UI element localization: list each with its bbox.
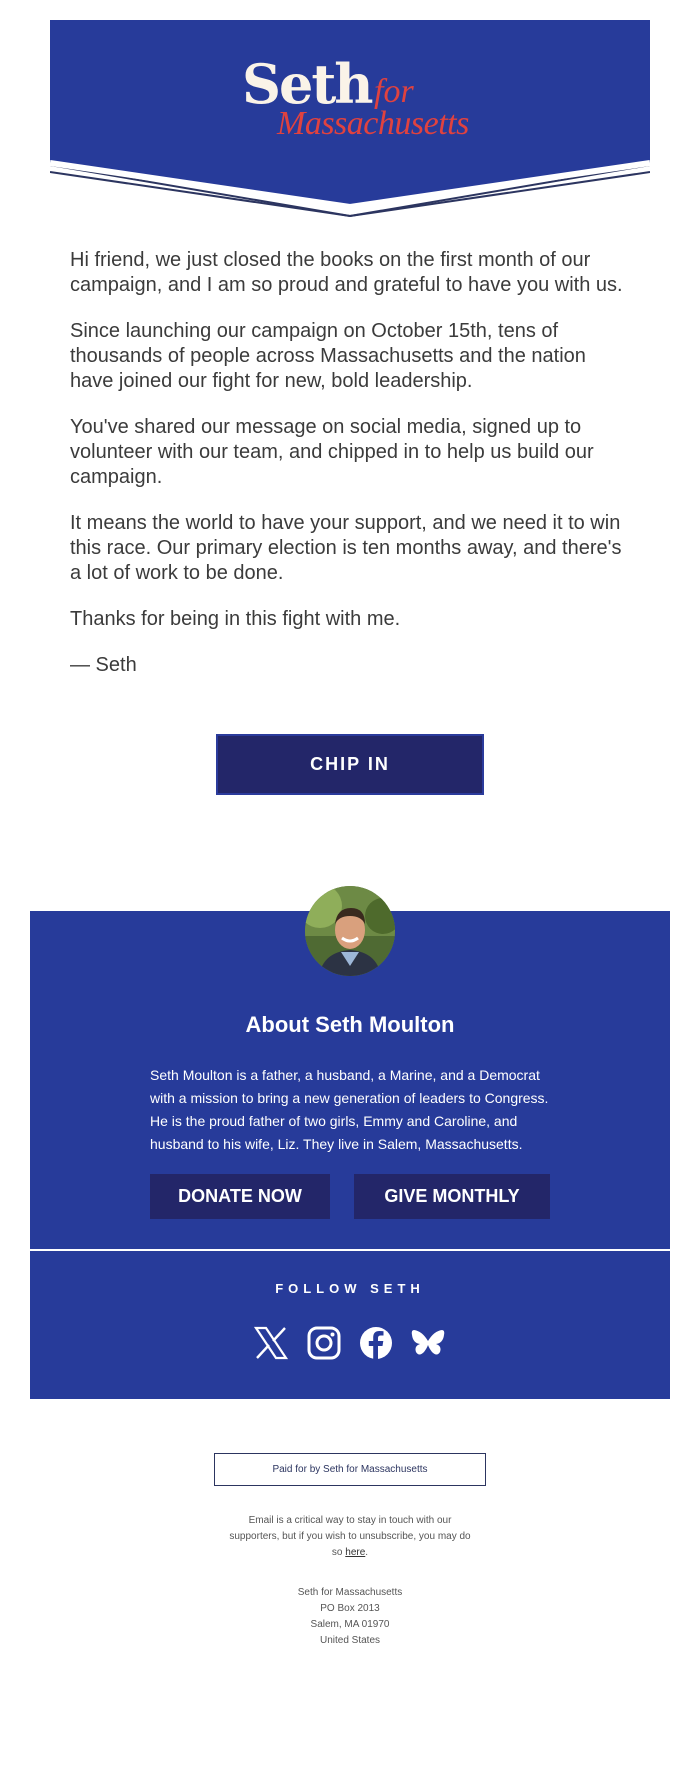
letter-paragraph: Since launching our campaign on October 15th, tens of thousands of people across Massachusetts and the nation have joined our fight for new, bold leadership. xyxy=(70,320,586,392)
about-title: About Seth Moulton xyxy=(245,1012,455,1037)
letter-paragraph: It means the world to have your support, and we need it to win this race. Our primary election is ten months away, and there's a lot of work to be done. xyxy=(70,512,622,584)
follow-title: FOLLOW SETH xyxy=(275,1281,425,1296)
instagram-icon[interactable] xyxy=(306,1325,342,1361)
give-monthly-button[interactable]: GIVE MONTHLY xyxy=(354,1174,550,1219)
logo-for-text: for xyxy=(374,73,414,110)
unsubscribe-text: Email is a critical way to stay in touch with our supporters, but if you wish to unsubscribe, you may do so xyxy=(229,1515,471,1558)
logo-massachusetts-text: Massachusetts xyxy=(277,105,469,142)
chip-in-button[interactable]: CHIP IN xyxy=(216,734,484,795)
header-banner xyxy=(50,20,650,220)
campaign-logo xyxy=(50,52,650,142)
letter-body xyxy=(70,248,630,699)
about-text: Seth Moulton is a father, a husband, a Marine, and a Democrat with a mission to bring a new generation of leaders to Congress. He is the proud father of two girls, Emmy and Caroline, and husband to his wife, Liz. They live in Salem, Massachusetts. xyxy=(150,1067,549,1152)
letter-signature: — Seth xyxy=(70,654,137,676)
address-line: Salem, MA 01970 xyxy=(310,1619,390,1630)
bluesky-icon[interactable] xyxy=(410,1325,446,1361)
avatar xyxy=(305,886,395,976)
x-icon[interactable] xyxy=(253,1325,289,1361)
unsubscribe-end: . xyxy=(365,1547,369,1558)
unsubscribe-link[interactable]: here xyxy=(345,1547,366,1558)
donate-now-button[interactable]: DONATE NOW xyxy=(150,1174,330,1219)
portrait-photo-icon xyxy=(305,886,395,976)
unsubscribe-notice xyxy=(225,1513,475,1561)
logo-seth-text: Seth xyxy=(242,52,372,116)
letter-paragraph: Thanks for being in this fight with me. xyxy=(70,608,401,630)
letter-paragraph: Hi friend, we just closed the books on the first month of our campaign, and I am so proud and grateful to have you with us. xyxy=(70,249,623,296)
mailing-address xyxy=(200,1585,500,1649)
address-line: United States xyxy=(319,1635,381,1646)
letter-paragraph: You've shared our message on social media, signed up to volunteer with our team, and chipped in to help us build our campaign. xyxy=(70,416,594,488)
address-line: Seth for Massachusetts xyxy=(297,1587,403,1598)
follow-section xyxy=(30,1251,670,1399)
paid-for-box: Paid for by Seth for Massachusetts xyxy=(214,1453,486,1486)
facebook-icon[interactable] xyxy=(358,1325,394,1361)
address-line: PO Box 2013 xyxy=(320,1603,380,1614)
